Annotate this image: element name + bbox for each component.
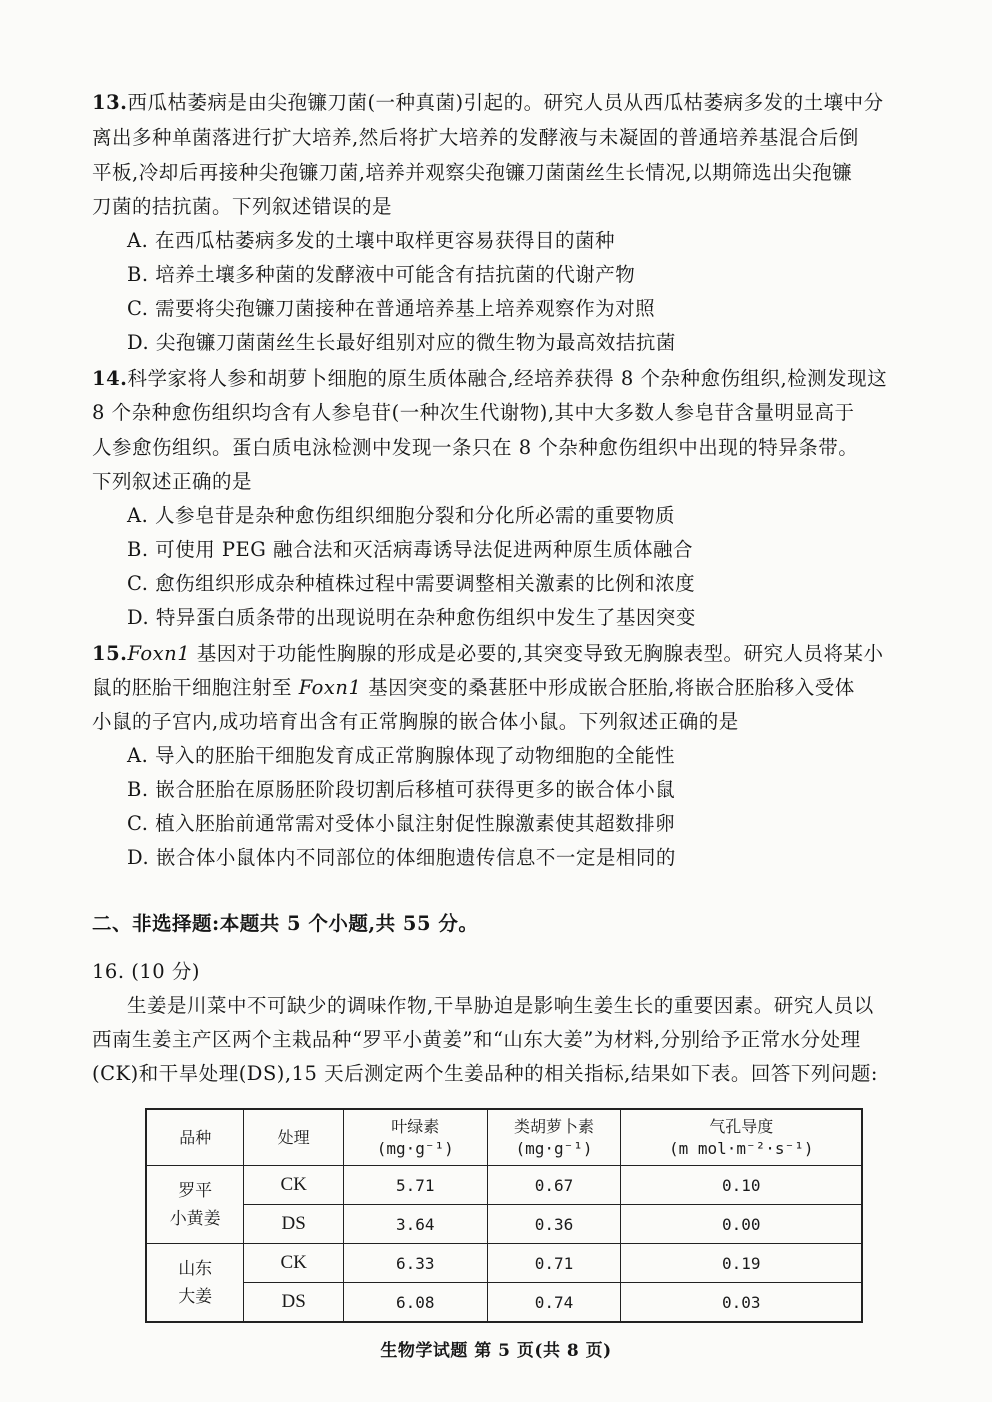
variety-name-line-1: 山东 (178, 1258, 213, 1279)
q15-stem-2b: 基因突变的桑葚胚中形成嵌合胚胎,将嵌合胚胎移入受体 (361, 676, 855, 699)
q15-stem-1: 基因对于功能性胸腺的形成是必要的,其突变导致无胸腺表型。研究人员将某小 (190, 642, 884, 665)
table-row (146, 1166, 862, 1205)
header-treatment: 处理 (244, 1109, 344, 1166)
chlorophyll-cell: 6.08 (343, 1283, 487, 1323)
q16-line-2: 西南生姜主产区两个主栽品种“罗平小黄姜”和“山东大姜”为材料,分别给予正常水分处理 (92, 1028, 861, 1051)
q15-option-a: A. 导入的胚胎干细胞发育成正常胸腺体现了动物细胞的全能性 (127, 744, 675, 767)
q14-number: 14. (92, 367, 128, 390)
q14-option-b: B. 可使用 PEG 融合法和灭活病毒诱导法促进两种原生质体融合 (127, 538, 694, 561)
q15-line-1 (92, 637, 884, 671)
q15-option-d: D. 嵌合体小鼠体内不同部位的体细胞遗传信息不一定是相同的 (127, 846, 676, 869)
q13-line-1 (92, 86, 884, 120)
q13-line-2: 离出多种单菌落进行扩大培养,然后将扩大培养的发酵液与未凝固的普通培养基混合后倒 (92, 126, 859, 149)
stomatal-cell: 0.03 (621, 1283, 862, 1323)
table-header-row (146, 1109, 862, 1166)
q16-line-1: 生姜是川菜中不可缺少的调味作物,干旱胁迫是影响生姜生长的重要因素。研究人员以 (127, 994, 874, 1017)
chlorophyll-cell: 6.33 (343, 1244, 487, 1283)
q15-line-3: 小鼠的子宫内,成功培育出含有正常胸腺的嵌合体小鼠。下列叙述正确的是 (92, 710, 739, 733)
table-row (146, 1205, 862, 1244)
variety-name-line-1: 罗平 (178, 1180, 213, 1201)
q15-option-b: B. 嵌合胚胎在原肠胚阶段切割后移植可获得更多的嵌合体小鼠 (127, 778, 676, 801)
q14-line-2: 8 个杂种愈伤组织均含有人参皂苷(一种次生代谢物),其中大多数人参皂苷含量明显高于 (92, 401, 855, 424)
q15-gene-name-2: Foxn1 (298, 676, 362, 699)
header-stomatal-unit: (m mol·m⁻²·s⁻¹) (668, 1138, 814, 1158)
treatment-cell: CK (244, 1166, 344, 1205)
carotenoid-cell: 0.74 (487, 1283, 621, 1323)
table-row (146, 1283, 862, 1323)
variety-name-line-2: 小黄姜 (169, 1208, 221, 1229)
header-chlorophyll-name: 叶绿素 (391, 1116, 440, 1136)
header-chlorophyll-unit: (mg·g⁻¹) (376, 1138, 454, 1158)
carotenoid-cell: 0.36 (487, 1205, 621, 1244)
q15-stem-2a: 鼠的胚胎干细胞注射至 (92, 676, 299, 699)
q13-number: 13. (92, 91, 128, 114)
stomatal-cell: 0.00 (621, 1205, 862, 1244)
q14-line-1 (92, 362, 887, 396)
q13-option-a: A. 在西瓜枯萎病多发的土壤中取样更容易获得目的菌种 (127, 229, 615, 252)
chlorophyll-cell: 3.64 (343, 1205, 487, 1244)
stomatal-cell: 0.19 (621, 1244, 862, 1283)
carotenoid-cell: 0.71 (487, 1244, 621, 1283)
q14-option-d: D. 特异蛋白质条带的出现说明在杂种愈伤组织中发生了基因突变 (127, 606, 696, 629)
header-variety: 品种 (146, 1109, 244, 1166)
treatment-cell: DS (244, 1283, 344, 1323)
q13-stem-1: 西瓜枯萎病是由尖孢镰刀菌(一种真菌)引起的。研究人员从西瓜枯萎病多发的土壤中分 (127, 91, 884, 114)
header-carotenoid-unit: (mg·g⁻¹) (515, 1138, 593, 1158)
q13-line-3: 平板,冷却后再接种尖孢镰刀菌,培养并观察尖孢镰刀菌菌丝生长情况,以期筛选出尖孢镰 (92, 161, 853, 184)
variety-cell (146, 1244, 244, 1323)
header-chlorophyll (343, 1109, 487, 1166)
header-carotenoid-name: 类胡萝卜素 (514, 1116, 595, 1136)
q16-line-3: (CK)和干旱处理(DS),15 天后测定两个生姜品种的相关指标,结果如下表。回答下列问题: (92, 1062, 878, 1085)
chlorophyll-cell: 5.71 (343, 1166, 487, 1205)
section-2-heading: 二、非选择题:本题共 5 个小题,共 55 分。 (92, 912, 479, 935)
header-stomatal-conductance (621, 1109, 862, 1166)
table-row (146, 1244, 862, 1283)
q14-option-a: A. 人参皂苷是杂种愈伤组织细胞分裂和分化所必需的重要物质 (127, 504, 675, 527)
q16-header: 16. (10 分) (92, 960, 200, 983)
variety-cell (146, 1166, 244, 1244)
q14-option-c: C. 愈伤组织形成杂种植株过程中需要调整相关激素的比例和浓度 (127, 572, 696, 595)
carotenoid-cell: 0.67 (487, 1166, 621, 1205)
q15-line-2 (92, 671, 855, 705)
treatment-cell: CK (244, 1244, 344, 1283)
q14-stem-1: 科学家将人参和胡萝卜细胞的原生质体融合,经培养获得 8 个杂种愈伤组织,检测发现这 (127, 367, 888, 390)
q15-option-c: C. 植入胚胎前通常需对受体小鼠注射促性腺激素使其超数排卵 (127, 812, 676, 835)
q15-gene-name: Foxn1 (127, 642, 191, 665)
treatment-cell: DS (244, 1205, 344, 1244)
stomatal-cell: 0.10 (621, 1166, 862, 1205)
q14-line-3: 人参愈伤组织。蛋白质电泳检测中发现一条只在 8 个杂种愈伤组织中出现的特异条带。 (92, 436, 859, 459)
q13-option-c: C. 需要将尖孢镰刀菌接种在普通培养基上培养观察作为对照 (127, 297, 656, 320)
q14-line-4: 下列叙述正确的是 (92, 470, 253, 493)
q15-number: 15. (92, 642, 128, 665)
header-carotenoid (487, 1109, 621, 1166)
q16-data-table (145, 1108, 863, 1323)
variety-name-line-2: 大姜 (178, 1286, 213, 1307)
header-stomatal-name: 气孔导度 (709, 1116, 774, 1136)
q13-option-d: D. 尖孢镰刀菌菌丝生长最好组别对应的微生物为最高效拮抗菌 (127, 331, 676, 354)
page-footer: 生物学试题 第 5 页(共 8 页) (380, 1341, 612, 1361)
q13-option-b: B. 培养土壤多种菌的发酵液中可能含有拮抗菌的代谢产物 (127, 263, 636, 286)
q13-line-4: 刀菌的拮抗菌。下列叙述错误的是 (92, 195, 393, 218)
